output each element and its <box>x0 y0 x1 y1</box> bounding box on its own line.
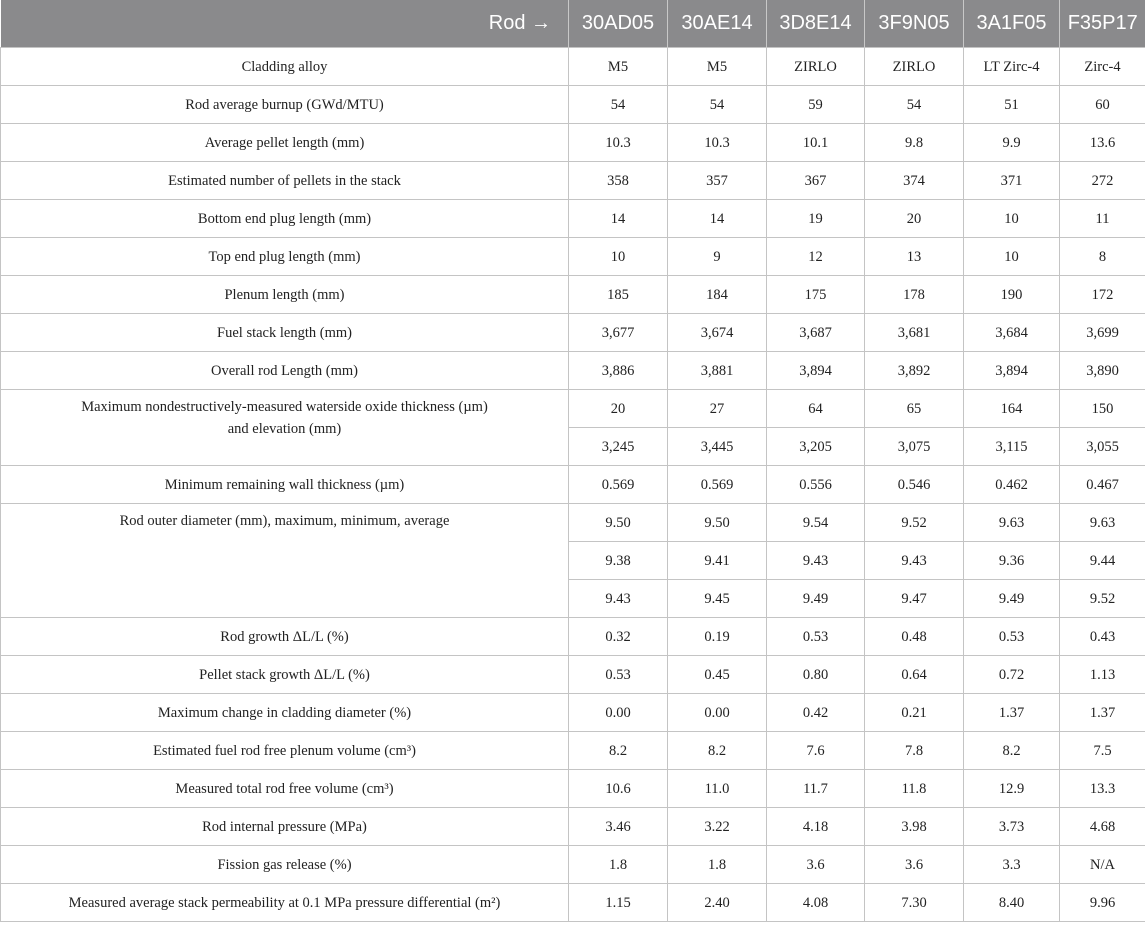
cell-value: 9.38 <box>569 542 668 580</box>
row-label: Plenum length (mm) <box>1 276 569 314</box>
cell-value: 0.21 <box>865 694 964 732</box>
cell-value: 175 <box>767 276 865 314</box>
cell-value: 20 <box>569 390 668 428</box>
cell-value: 0.546 <box>865 466 964 504</box>
row-label: Overall rod Length (mm) <box>1 352 569 390</box>
cell-value: 4.08 <box>767 884 865 922</box>
cell-value: 3,892 <box>865 352 964 390</box>
cell-value: 11.0 <box>668 770 767 808</box>
cell-value: 374 <box>865 162 964 200</box>
cell-value: 9.49 <box>964 580 1060 618</box>
cell-value: 9.43 <box>767 542 865 580</box>
row-label: Estimated number of pellets in the stack <box>1 162 569 200</box>
cell-value: 64 <box>767 390 865 428</box>
cell-value: 0.45 <box>668 656 767 694</box>
row-label: Estimated fuel rod free plenum volume (cm³) <box>1 732 569 770</box>
cell-value: 9.54 <box>767 504 865 542</box>
cell-value: 358 <box>569 162 668 200</box>
cell-value: 54 <box>569 86 668 124</box>
table-row <box>1 846 1145 884</box>
cell-value: 9.50 <box>569 504 668 542</box>
cell-value: 8.40 <box>964 884 1060 922</box>
row-label: Cladding alloy <box>1 48 569 86</box>
oxide-label-line2: and elevation (mm) <box>227 421 342 437</box>
cell-value: 9.49 <box>767 580 865 618</box>
cell-value: 3,674 <box>668 314 767 352</box>
cell-value: 371 <box>964 162 1060 200</box>
cell-value: 11 <box>1060 200 1145 238</box>
cell-value: 4.68 <box>1060 808 1145 846</box>
cell-value: 0.19 <box>668 618 767 656</box>
cell-value: 3,684 <box>964 314 1060 352</box>
cell-value: 54 <box>865 86 964 124</box>
cell-value: 8.2 <box>964 732 1060 770</box>
cell-value: 1.8 <box>569 846 668 884</box>
cell-value: 3,205 <box>767 428 865 466</box>
rod-column-header: 3D8E14 <box>767 0 865 48</box>
cell-value: 3.46 <box>569 808 668 846</box>
cell-value: 1.37 <box>964 694 1060 732</box>
table-row <box>1 200 1145 238</box>
table-row <box>1 162 1145 200</box>
table-row <box>1 314 1145 352</box>
cell-value: 60 <box>1060 86 1145 124</box>
cell-value: 3.73 <box>964 808 1060 846</box>
cell-value: 7.6 <box>767 732 865 770</box>
cell-value: 9.9 <box>964 124 1060 162</box>
table-row <box>1 808 1145 846</box>
cell-value: 3.6 <box>767 846 865 884</box>
cell-value: 1.37 <box>1060 694 1145 732</box>
cell-value: 12 <box>767 238 865 276</box>
cell-value: 0.32 <box>569 618 668 656</box>
row-label: Measured average stack permeability at 0.1 MPa pressure differential (m²) <box>1 884 569 922</box>
cell-value: 9.41 <box>668 542 767 580</box>
cell-value: 65 <box>865 390 964 428</box>
row-label-oxide <box>1 390 569 466</box>
rod-column-header: 30AE14 <box>668 0 767 48</box>
cell-value: 11.8 <box>865 770 964 808</box>
table-row <box>1 48 1145 86</box>
cell-value: 0.556 <box>767 466 865 504</box>
cell-value: 20 <box>865 200 964 238</box>
cell-value: 10 <box>569 238 668 276</box>
cell-value: 4.18 <box>767 808 865 846</box>
cell-value: 150 <box>1060 390 1145 428</box>
cell-value: 10.3 <box>668 124 767 162</box>
cell-value: 10 <box>964 238 1060 276</box>
cell-value: 9.44 <box>1060 542 1145 580</box>
table-row <box>1 124 1145 162</box>
table-row <box>1 694 1145 732</box>
row-label: Rod average burnup (GWd/MTU) <box>1 86 569 124</box>
cell-value: 2.40 <box>668 884 767 922</box>
cell-value: 3,115 <box>964 428 1060 466</box>
cell-value: 3,445 <box>668 428 767 466</box>
table-row <box>1 86 1145 124</box>
rod-column-header: 3A1F05 <box>964 0 1060 48</box>
cell-value: 1.8 <box>668 846 767 884</box>
cell-value: 0.53 <box>767 618 865 656</box>
cell-value: 8.2 <box>569 732 668 770</box>
cell-value: 12.9 <box>964 770 1060 808</box>
row-label: Fuel stack length (mm) <box>1 314 569 352</box>
cell-value: 367 <box>767 162 865 200</box>
cell-value: 3.22 <box>668 808 767 846</box>
cell-value: 3,677 <box>569 314 668 352</box>
table-row <box>1 618 1145 656</box>
cell-value: 51 <box>964 86 1060 124</box>
cell-value: 0.467 <box>1060 466 1145 504</box>
table-row <box>1 732 1145 770</box>
cell-value: 3,886 <box>569 352 668 390</box>
cell-value: 0.64 <box>865 656 964 694</box>
cell-value: 3,075 <box>865 428 964 466</box>
cell-value: 1.15 <box>569 884 668 922</box>
cell-value: 0.462 <box>964 466 1060 504</box>
cell-value: 0.42 <box>767 694 865 732</box>
cell-value: Zirc-4 <box>1060 48 1145 86</box>
cell-value: 59 <box>767 86 865 124</box>
header-row <box>1 0 1145 48</box>
row-label: Fission gas release (%) <box>1 846 569 884</box>
cell-value: 9.8 <box>865 124 964 162</box>
cell-value: 0.53 <box>569 656 668 694</box>
cell-value: ZIRLO <box>767 48 865 86</box>
cell-value: 9.43 <box>569 580 668 618</box>
cell-value: 54 <box>668 86 767 124</box>
cell-value: 13 <box>865 238 964 276</box>
cell-value: 7.30 <box>865 884 964 922</box>
row-label: Pellet stack growth ΔL/L (%) <box>1 656 569 694</box>
cell-value: 0.53 <box>964 618 1060 656</box>
cell-value: 27 <box>668 390 767 428</box>
cell-value: 10.3 <box>569 124 668 162</box>
cell-value: 11.7 <box>767 770 865 808</box>
table-row <box>1 466 1145 504</box>
cell-value: 3,687 <box>767 314 865 352</box>
table-row <box>1 390 1145 428</box>
cell-value: 8.2 <box>668 732 767 770</box>
cell-value: 3,245 <box>569 428 668 466</box>
oxide-label-line1: Maximum nondestructively-measured waterside oxide thickness (µm) <box>81 399 488 415</box>
row-label: Minimum remaining wall thickness (µm) <box>1 466 569 504</box>
cell-value: 3,699 <box>1060 314 1145 352</box>
cell-value: 3,881 <box>668 352 767 390</box>
cell-value: 0.48 <box>865 618 964 656</box>
cell-value: 9 <box>668 238 767 276</box>
cell-value: 3,055 <box>1060 428 1145 466</box>
cell-value: 9.52 <box>1060 580 1145 618</box>
cell-value: 0.43 <box>1060 618 1145 656</box>
cell-value: LT Zirc-4 <box>964 48 1060 86</box>
cell-value: 14 <box>569 200 668 238</box>
table-row <box>1 656 1145 694</box>
cell-value: 0.80 <box>767 656 865 694</box>
row-label: Rod growth ΔL/L (%) <box>1 618 569 656</box>
cell-value: 7.8 <box>865 732 964 770</box>
table-row <box>1 884 1145 922</box>
cell-value: 190 <box>964 276 1060 314</box>
cell-value: 10.1 <box>767 124 865 162</box>
row-label: Measured total rod free volume (cm³) <box>1 770 569 808</box>
row-label: Bottom end plug length (mm) <box>1 200 569 238</box>
cell-value: 3,894 <box>964 352 1060 390</box>
cell-value: 0.00 <box>569 694 668 732</box>
cell-value: 272 <box>1060 162 1145 200</box>
cell-value: 9.63 <box>964 504 1060 542</box>
row-label: Average pellet length (mm) <box>1 124 569 162</box>
cell-value: 164 <box>964 390 1060 428</box>
cell-value: 10.6 <box>569 770 668 808</box>
cell-value: 10 <box>964 200 1060 238</box>
cell-value: 8 <box>1060 238 1145 276</box>
cell-value: 13.6 <box>1060 124 1145 162</box>
cell-value: 1.13 <box>1060 656 1145 694</box>
table-row <box>1 770 1145 808</box>
cell-value: 0.72 <box>964 656 1060 694</box>
cell-value: 14 <box>668 200 767 238</box>
cell-value: ZIRLO <box>865 48 964 86</box>
rod-header-label: Rod → <box>1 0 569 48</box>
table-row <box>1 504 1145 542</box>
cell-value: 3.3 <box>964 846 1060 884</box>
cell-value: 9.96 <box>1060 884 1145 922</box>
cell-value: 3,894 <box>767 352 865 390</box>
cell-value: 3.98 <box>865 808 964 846</box>
cell-value: 19 <box>767 200 865 238</box>
cell-value: 9.63 <box>1060 504 1145 542</box>
cell-value: 9.45 <box>668 580 767 618</box>
cell-value: 3,681 <box>865 314 964 352</box>
cell-value: M5 <box>569 48 668 86</box>
cell-value: M5 <box>668 48 767 86</box>
cell-value: 0.00 <box>668 694 767 732</box>
row-label: Rod internal pressure (MPa) <box>1 808 569 846</box>
cell-value: 184 <box>668 276 767 314</box>
cell-value: 185 <box>569 276 668 314</box>
row-label-diameter: Rod outer diameter (mm), maximum, minimum, average <box>1 504 569 618</box>
rod-column-header: F35P17 <box>1060 0 1145 48</box>
cell-value: 0.569 <box>569 466 668 504</box>
cell-value: 9.36 <box>964 542 1060 580</box>
cell-value: 9.47 <box>865 580 964 618</box>
cell-value: 3,890 <box>1060 352 1145 390</box>
cell-value: 357 <box>668 162 767 200</box>
cell-value: 3.6 <box>865 846 964 884</box>
cell-value: 7.5 <box>1060 732 1145 770</box>
table-row <box>1 352 1145 390</box>
cell-value: N/A <box>1060 846 1145 884</box>
row-label: Maximum change in cladding diameter (%) <box>1 694 569 732</box>
table-row <box>1 276 1145 314</box>
cell-value: 9.50 <box>668 504 767 542</box>
cell-value: 9.52 <box>865 504 964 542</box>
rod-column-header: 30AD05 <box>569 0 668 48</box>
cell-value: 13.3 <box>1060 770 1145 808</box>
row-label: Top end plug length (mm) <box>1 238 569 276</box>
rod-column-header: 3F9N05 <box>865 0 964 48</box>
cell-value: 9.43 <box>865 542 964 580</box>
cell-value: 172 <box>1060 276 1145 314</box>
table-row <box>1 238 1145 276</box>
cell-value: 0.569 <box>668 466 767 504</box>
cell-value: 178 <box>865 276 964 314</box>
